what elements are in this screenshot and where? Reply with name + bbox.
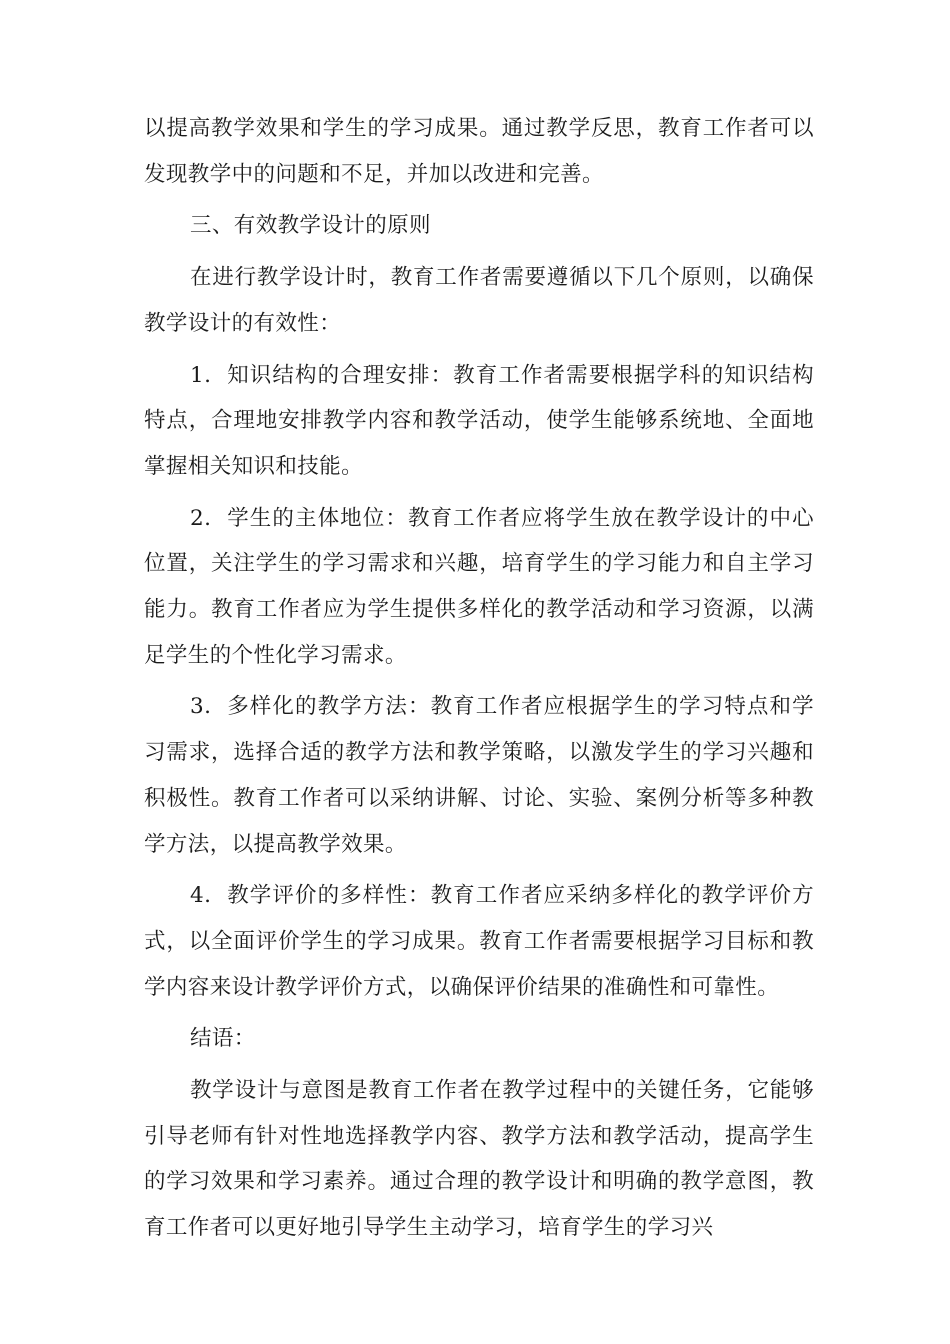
list-item-text: 多样化的教学方法：教育工作者应根据学生的学习特点和学习需求，选择合适的教学方法和教学策略，以激发学生的学习兴趣和积极性。教育工作者可以采纳讲解、讨论、实验、案例分析等多种教学方法，以提高教学效果。 [144,694,815,857]
paragraph-section-intro: 在进行教学设计时，教育工作者需要遵循以下几个原则，以确保教学设计的有效性： [144,265,814,336]
paragraph-conclusion-body: 教学设计与意图是教育工作者在教学过程中的关键任务，它能够引导老师有针对性地选择教学内容、教学方法和教学活动，提高学生的学习效果和学习素养。通过合理的教学设计和明确的教学意图，教育工作者可以更好地引导学生主动学习，培育学生的学习兴 [144,1078,814,1241]
list-item-principle-4 [144,873,814,1010]
list-item-number: 3. [190,694,212,720]
list-item-principle-2 [144,496,814,679]
list-item-number: 4. [190,883,212,909]
paragraph-intro-continuation: 以提高教学效果和学生的学习成果。通过教学反思，教育工作者可以发现教学中的问题和不足，并加以改进和完善。 [144,116,814,187]
section-heading: 三、有效教学设计的原则 [190,213,431,239]
list-item-text: 学生的主体地位：教育工作者应将学生放在教学设计的中心位置，关注学生的学习需求和兴趣，培育学生的学习能力和自主学习能力。教育工作者应为学生提供多样化的教学活动和学习资源，以满足学生的个性化学习需求。 [144,505,815,668]
list-item-text: 知识结构的合理安排：教育工作者需要根据学科的知识结构特点，合理地安排教学内容和教学活动，使学生能够系统地、全面地掌握相关知识和技能。 [144,362,815,479]
document-body [144,106,814,1257]
list-item-text: 教学评价的多样性：教育工作者应采纳多样化的教学评价方式，以全面评价学生的学习成果。教育工作者需要根据学习目标和教学内容来设计教学评价方式，以确保评价结果的准确性和可靠性。 [144,883,815,1000]
conclusion-heading: 结语： [190,1026,256,1052]
list-item-number: 1. [190,362,212,388]
list-item-principle-3 [144,684,814,867]
list-item-number: 2. [190,505,212,531]
list-item-principle-1 [144,353,814,490]
